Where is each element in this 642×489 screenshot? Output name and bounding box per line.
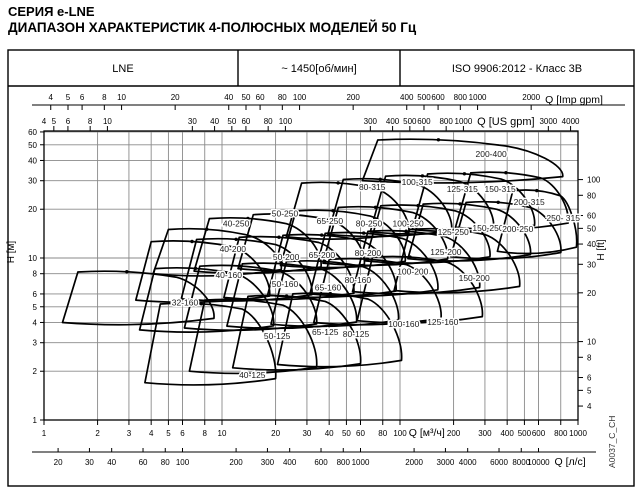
pump-model-label-150-200: 150-200	[458, 273, 490, 284]
tick-label: 10000	[527, 458, 550, 467]
tick-label: 400	[400, 93, 414, 102]
pump-model-label-250-315: 250- 315	[546, 213, 580, 224]
axis-unit-label: H [м]	[6, 240, 17, 264]
pump-model-label-32-160: 32-160	[171, 297, 199, 308]
pump-model-label-100-250: 100-250	[392, 218, 424, 229]
axis-ls	[32, 448, 596, 468]
pump-model-label-40-250: 40-250	[222, 218, 250, 229]
tick-label: 6	[587, 373, 592, 383]
tick-label: 60	[241, 117, 251, 126]
tick-label: 8	[87, 117, 93, 126]
duty-marker	[497, 201, 500, 204]
tick-label: 60	[255, 93, 265, 102]
tick-label: 600	[531, 429, 546, 438]
pump-model-label-50-250: 50-250	[271, 208, 299, 219]
tick-label: 20	[170, 93, 180, 102]
axis-us-gpm	[42, 116, 580, 131]
tick-label: 40	[224, 93, 234, 102]
tick-label: 30	[302, 429, 312, 438]
pump-model-label-80-160: 80-160	[344, 275, 372, 286]
tick-label: 600	[431, 93, 445, 102]
tick-label: 50	[241, 93, 251, 102]
plot-frame	[44, 131, 578, 420]
tick-label: 80	[277, 93, 287, 102]
tick-label: 200	[446, 429, 461, 438]
tick-label: 4	[148, 429, 154, 438]
pump-model-label-125-200: 125-200	[430, 247, 462, 258]
duty-marker	[125, 270, 128, 273]
duty-marker	[437, 138, 440, 141]
pump-model-label-50-200: 50-200	[272, 252, 300, 263]
tick-label: 5	[166, 429, 171, 438]
tick-label: 500	[417, 93, 431, 102]
tick-label: 200	[346, 93, 360, 102]
tick-label: 10	[28, 254, 37, 263]
axis-unit-label: Q [л/с]	[554, 456, 586, 468]
duty-marker	[379, 178, 382, 181]
tick-label: 2000	[405, 458, 423, 467]
tick-label: 1000	[454, 117, 473, 126]
pump-envelope-50-125	[189, 299, 316, 373]
pump-model-label-40-200: 40-200	[219, 243, 247, 254]
tick-label: 6	[180, 429, 185, 438]
tick-label: 1	[32, 416, 37, 425]
tick-label: 8	[202, 429, 207, 438]
tick-label: 600	[314, 458, 328, 467]
tick-label: 4	[587, 402, 592, 412]
tick-label: 100	[393, 429, 407, 438]
pump-model-label-80-200: 80-200	[354, 247, 382, 258]
tick-label: 80	[263, 117, 273, 126]
tick-label: 60	[587, 211, 596, 221]
duty-marker	[535, 189, 538, 192]
tick-label: 1	[41, 429, 47, 438]
duty-marker	[362, 231, 365, 234]
speed-cell: ~ 1450[об/мин]	[281, 63, 357, 75]
tick-label: 8	[32, 269, 37, 279]
tick-label: 100	[587, 175, 601, 185]
tick-label: 20	[53, 458, 63, 467]
axis-unit-label: Q [US gpm]	[477, 116, 535, 128]
log-grid	[44, 131, 578, 420]
tick-label: 6000	[490, 458, 508, 467]
pump-model-label-80-125: 80-125	[342, 329, 370, 340]
chart-generated-content	[6, 93, 625, 468]
pump-model-label-125-160: 125-160	[427, 317, 459, 327]
pump-model-label-100-315: 100-315	[401, 177, 433, 188]
tick-label: 50	[341, 429, 351, 438]
tick-label: 4000	[458, 458, 477, 467]
pump-model-label-125-315: 125-315	[446, 183, 478, 194]
series-title: СЕРИЯ e-LNE	[8, 4, 95, 19]
tick-label: 800	[439, 117, 453, 126]
duty-marker	[234, 238, 237, 241]
tick-label: 80	[160, 458, 170, 467]
tick-label: 800	[554, 429, 568, 438]
pump-model-label-150-315: 150-315	[484, 183, 516, 194]
pump-model-label-40-125: 40-125	[239, 369, 266, 380]
tick-label: 800	[453, 93, 468, 102]
tick-label: 50	[227, 117, 237, 126]
pump-series-cell: LNE	[112, 63, 134, 75]
tick-label: 30	[587, 260, 596, 270]
tick-label: 50	[587, 224, 596, 234]
pump-model-label-100-200: 100-200	[397, 266, 429, 277]
tick-label: 40	[210, 117, 220, 126]
tick-label: 10	[217, 429, 227, 438]
tick-label: 1000	[351, 458, 370, 467]
tick-label: 100	[292, 93, 307, 102]
axis-unit-label: Q [Imp gpm]	[545, 94, 603, 106]
pump-model-label-125-250: 125-250	[437, 226, 469, 237]
drawing-number: A0037_C_CH	[607, 415, 617, 468]
tick-label: 800	[336, 458, 350, 467]
duty-marker	[336, 181, 339, 184]
tick-label: 600	[417, 117, 431, 126]
tick-label: 60	[28, 127, 37, 137]
range-title: ДИАПАЗОН ХАРАКТЕРИСТИК 4-ПОЛЮСНЫХ МОДЕЛЕЙ 50 Гц	[8, 20, 417, 36]
tick-label: 8	[102, 93, 107, 102]
duty-marker	[463, 172, 466, 175]
axis-h-m	[6, 128, 44, 425]
tick-label: 60	[138, 458, 148, 467]
axis-imp-gpm	[32, 93, 625, 110]
tick-label: 400	[500, 429, 514, 438]
tick-label: 6	[32, 289, 37, 299]
tick-label: 2	[95, 429, 100, 438]
pump-model-label-65-160: 65-160	[314, 282, 342, 293]
pump-model-label-50-125: 50-125	[263, 331, 291, 342]
pump-model-label-150-250: 150-250	[472, 222, 504, 233]
tick-label: 1000	[468, 93, 487, 102]
pump-model-label-100-160: 100-160	[388, 318, 420, 329]
tick-label: 300	[260, 458, 275, 467]
axis-h-ft	[578, 176, 607, 411]
duty-marker	[277, 236, 280, 239]
pump-model-label-80-250: 80-250	[355, 218, 383, 229]
tick-label: 200	[229, 458, 243, 467]
tick-label: 10	[117, 93, 127, 102]
pump-model-label-40-160: 40-160	[215, 270, 242, 281]
tick-label: 80	[378, 429, 388, 438]
tick-label: 40	[324, 429, 334, 438]
tick-label: 8000	[512, 458, 531, 467]
tick-label: 10	[102, 117, 112, 126]
tick-label: 4	[32, 318, 37, 328]
tick-label: 400	[282, 458, 297, 467]
tick-label: 4	[41, 117, 47, 126]
tick-label: 6	[79, 93, 85, 102]
tick-label: 100	[175, 458, 190, 467]
tick-label: 400	[385, 117, 400, 126]
tick-label: 20	[587, 288, 596, 298]
tick-label: 4	[48, 93, 53, 102]
tick-label: 60	[356, 429, 365, 438]
pump-model-label-200-250: 200-250	[502, 223, 534, 234]
tick-label: 40	[107, 458, 117, 467]
pump-model-label-80-315: 80-315	[358, 182, 386, 192]
axis-m3h	[42, 420, 588, 439]
pump-model-label-65-125: 65-125	[311, 326, 339, 337]
tick-label: 40	[28, 156, 37, 166]
tick-label: 500	[403, 117, 417, 126]
tick-label: 3	[126, 429, 132, 438]
tick-label: 300	[363, 117, 378, 126]
tick-label: 30	[28, 176, 37, 186]
axis-unit-label: Q [м³/ч]	[408, 427, 445, 439]
pump-envelope-65-250	[238, 214, 364, 271]
duty-marker	[190, 240, 193, 243]
pump-model-label-50-160: 50-160	[271, 279, 299, 290]
tick-label: 3000	[436, 458, 455, 467]
tick-label: 3	[32, 338, 37, 348]
duty-marker	[320, 233, 323, 236]
pump-model-label-200-315: 200-315	[513, 196, 545, 207]
tick-label: 2	[32, 367, 37, 377]
tick-label: 4000	[561, 117, 580, 126]
tick-label: 8	[587, 353, 592, 363]
tick-label: 30	[84, 458, 94, 467]
axis-unit-label: H [ft]	[596, 239, 607, 261]
pump-envelopes	[63, 138, 577, 385]
pump-model-label-65-250: 65-250	[316, 216, 344, 227]
tick-label: 30	[187, 117, 197, 126]
tick-label: 5	[32, 302, 37, 312]
tick-label: 100	[278, 117, 293, 126]
duty-marker	[504, 171, 507, 174]
tick-label: 5	[51, 117, 57, 126]
tick-label: 20	[271, 429, 281, 438]
tick-label: 1000	[569, 429, 587, 438]
tick-label: 10	[587, 337, 596, 347]
tick-label: 5	[587, 386, 592, 396]
tick-label: 300	[478, 429, 492, 438]
tick-label: 5	[65, 93, 71, 102]
tick-label: 20	[28, 205, 37, 215]
tick-label: 50	[28, 140, 37, 150]
tick-label: 2000	[522, 93, 541, 102]
tick-label: 6	[65, 117, 71, 126]
tick-label: 500	[517, 429, 532, 438]
tick-label: 80	[587, 191, 596, 201]
standard-cell: ISO 9906:2012 - Класс 3В	[451, 63, 583, 75]
tick-label: 40	[587, 240, 596, 250]
pump-model-label-200-400: 200-400	[475, 149, 507, 160]
tick-label: 3000	[539, 117, 558, 126]
pump-model-label-65-200: 65-200	[308, 250, 336, 260]
